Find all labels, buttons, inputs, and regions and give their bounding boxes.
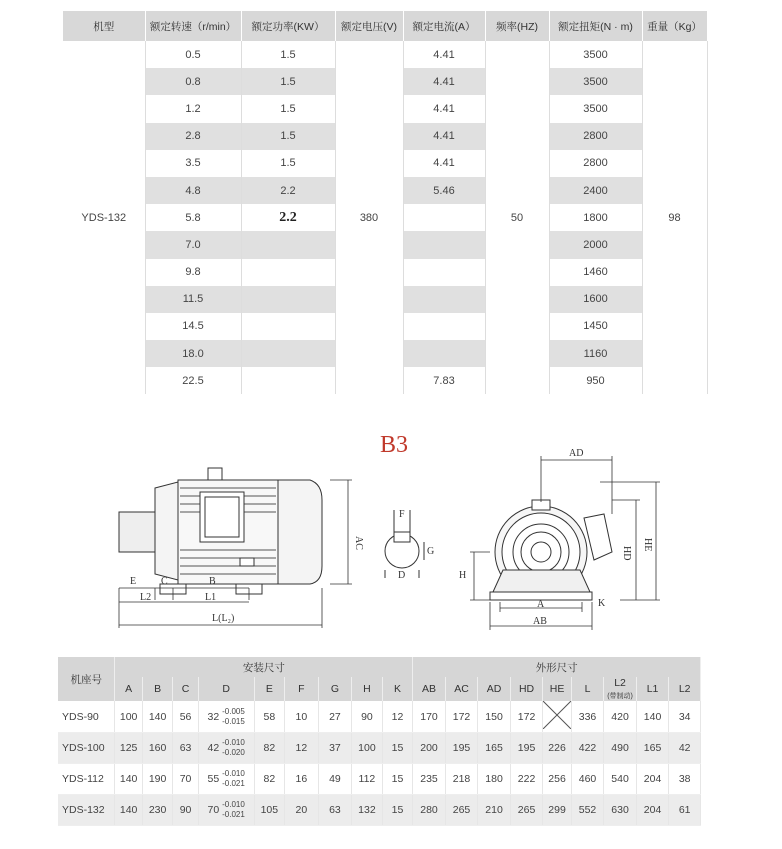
dims-cell-e: 82 [254, 764, 284, 795]
dims-col-label: F [298, 683, 305, 695]
dims-cell-ab: 200 [413, 733, 446, 764]
header-torque: 额定扭矩(N · m) [549, 11, 642, 41]
d-tol-upper: -0.010 [222, 769, 245, 778]
torque-cell: 3500 [549, 95, 642, 122]
dims-col-label: E [265, 683, 273, 695]
dims-col-label: HE [549, 683, 565, 695]
label-AD: AD [569, 448, 584, 459]
label-C: C [161, 576, 168, 587]
dims-col-label: G [330, 683, 339, 695]
dims-col-label: A [125, 683, 133, 695]
weight-cell: 98 [642, 41, 707, 394]
dims-col-header [571, 677, 604, 701]
dims-cell-e: 58 [254, 701, 284, 733]
speed-cell: 4.8 [145, 177, 241, 204]
dims-col-header [445, 677, 478, 701]
dims-cell-d [198, 764, 254, 795]
dims-cell-b: 230 [142, 795, 172, 826]
dims-model-cell: YDS-90 [58, 701, 115, 733]
d-tolerance [222, 707, 245, 727]
power-cell: 2.2 [241, 177, 335, 204]
speed-cell: 2.8 [145, 123, 241, 150]
label-F: F [399, 509, 405, 520]
dims-cell-he: 256 [543, 764, 571, 795]
dims-cell-h: 112 [352, 764, 382, 795]
dims-cell-l: 552 [571, 795, 604, 826]
dims-cell-hd: 265 [510, 795, 543, 826]
dims-col-label: L2 [614, 677, 626, 689]
dims-cell-ad: 150 [478, 701, 511, 733]
label-A: A [537, 599, 545, 610]
dims-col-header [285, 677, 319, 701]
dims-col-header [254, 677, 284, 701]
label-AC: AC [353, 536, 364, 550]
dims-col-header [478, 677, 511, 701]
speed-cell: 3.5 [145, 150, 241, 177]
label-L2: L2 [140, 592, 152, 603]
dims-cell-b: 190 [142, 764, 172, 795]
torque-cell: 2800 [549, 123, 642, 150]
dims-col-header [318, 677, 352, 701]
dimensions-table [58, 657, 701, 826]
d-tol-upper: -0.010 [222, 738, 245, 747]
dims-cell-b: 140 [142, 701, 172, 733]
dims-cell-l2b: 420 [604, 701, 637, 733]
dims-col-header [604, 677, 637, 701]
torque-cell: 2000 [549, 231, 642, 258]
label-AB: AB [533, 616, 547, 627]
current-cell: 4.41 [403, 123, 485, 150]
dims-model-cell: YDS-112 [58, 764, 115, 795]
dims-cell-l2b: 540 [604, 764, 637, 795]
dims-cell-f: 16 [285, 764, 319, 795]
label-H: H [459, 570, 467, 581]
current-cell: 4.41 [403, 95, 485, 122]
dims-column-row [58, 677, 701, 701]
l2-brake-note: (带制动) [607, 693, 633, 700]
dims-col-label: L [584, 683, 591, 695]
d-value: 42 [207, 741, 220, 754]
dims-cell-k: 15 [382, 764, 413, 795]
dims-cell-c: 90 [173, 795, 198, 826]
dims-cell-l1: 204 [636, 795, 669, 826]
power-cell [241, 340, 335, 367]
motor-front-view [490, 500, 612, 600]
dims-cell-b: 160 [142, 733, 172, 764]
dims-col-label: H [363, 683, 371, 695]
voltage-cell: 380 [335, 41, 403, 394]
dims-cell-k: 15 [382, 733, 413, 764]
dims-cell-l2: 34 [669, 701, 701, 733]
power-cell: 1.5 [241, 68, 335, 95]
current-cell [403, 313, 485, 340]
dims-col-label: AC [454, 683, 469, 695]
dims-col-header [198, 677, 254, 701]
dims-cell-a: 125 [115, 733, 142, 764]
spec-body [63, 41, 707, 394]
power-cell [241, 259, 335, 286]
dims-group-install: 安装尺寸 [115, 657, 413, 677]
label-E: E [130, 576, 137, 587]
dims-body [58, 701, 701, 826]
power-cell: 1.5 [241, 150, 335, 177]
dims-cell-he: 299 [543, 795, 571, 826]
dims-row [58, 764, 701, 795]
dims-col-header [543, 677, 571, 701]
dims-col-label: D [222, 683, 230, 695]
dims-cell-d [198, 733, 254, 764]
model-cell: YDS-132 [63, 41, 145, 394]
label-G: G [427, 546, 435, 557]
speed-cell: 7.0 [145, 231, 241, 258]
dims-cell-ad: 210 [478, 795, 511, 826]
dims-model-cell: YDS-100 [58, 733, 115, 764]
dims-col-header [636, 677, 669, 701]
spec-row [63, 41, 707, 68]
speed-cell: 0.8 [145, 68, 241, 95]
current-cell [403, 340, 485, 367]
dims-col-label: C [181, 683, 190, 695]
speed-cell: 9.8 [145, 259, 241, 286]
frequency-cell: 50 [485, 41, 549, 394]
dims-col-label: B [154, 683, 162, 695]
dims-col-label: AD [486, 683, 502, 695]
torque-cell: 950 [549, 367, 642, 394]
power-cell [241, 286, 335, 313]
dims-row [58, 733, 701, 764]
dims-cell-c: 56 [173, 701, 198, 733]
dims-cell-f: 12 [285, 733, 319, 764]
d-tol-lower: -0.021 [222, 779, 245, 788]
dims-col-header [510, 677, 543, 701]
dims-cell-k: 15 [382, 795, 413, 826]
power-cell [241, 367, 335, 394]
current-cell: 7.83 [403, 367, 485, 394]
current-cell: 5.46 [403, 177, 485, 204]
torque-cell: 1800 [549, 204, 642, 231]
dims-cell-g: 37 [318, 733, 352, 764]
spec-table [63, 11, 708, 394]
power-cell: 2.2 [241, 204, 335, 231]
header-power: 额定功率(KW） [241, 11, 335, 41]
d-tol-lower: -0.020 [222, 748, 245, 757]
dims-col-label: HD [518, 683, 535, 695]
label-HD: HD [621, 546, 632, 561]
dims-cell-he [543, 701, 571, 733]
spec-header-row [63, 11, 707, 41]
label-L1: L1 [205, 592, 217, 603]
d-tol-upper: -0.005 [222, 706, 245, 716]
header-weight: 重量（Kg） [642, 11, 707, 41]
dims-cell-a: 140 [115, 795, 142, 826]
dims-group-outline: 外形尺寸 [413, 657, 701, 677]
header-current: 额定电流(A） [403, 11, 485, 41]
speed-cell: 1.2 [145, 95, 241, 122]
dims-cell-ab: 280 [413, 795, 446, 826]
dims-cell-l2b: 490 [604, 733, 637, 764]
dims-cell-ab: 235 [413, 764, 446, 795]
dims-cell-l2: 38 [669, 764, 701, 795]
dims-cell-h: 100 [352, 733, 382, 764]
dims-col-header [142, 677, 172, 701]
dims-cell-l1: 165 [636, 733, 669, 764]
torque-cell: 1600 [549, 286, 642, 313]
d-tol-lower: -0.015 [222, 716, 245, 726]
dims-cell-l: 460 [571, 764, 604, 795]
dims-cell-l1: 204 [636, 764, 669, 795]
dims-cell-g: 49 [318, 764, 352, 795]
dims-cell-f: 10 [285, 701, 319, 733]
speed-cell: 22.5 [145, 367, 241, 394]
dims-cell-h: 132 [352, 795, 382, 826]
dims-cell-l: 422 [571, 733, 604, 764]
dims-cell-e: 82 [254, 733, 284, 764]
speed-cell: 14.5 [145, 313, 241, 340]
torque-cell: 3500 [549, 68, 642, 95]
dims-col-header [413, 677, 446, 701]
dims-cell-hd: 195 [510, 733, 543, 764]
torque-cell: 3500 [549, 41, 642, 68]
dims-cell-h: 90 [352, 701, 382, 733]
current-cell [403, 259, 485, 286]
power-cell [241, 231, 335, 258]
dims-row [58, 795, 701, 826]
dims-cell-ac: 195 [445, 733, 478, 764]
torque-cell: 2800 [549, 150, 642, 177]
dims-group-row [58, 657, 701, 677]
dims-cell-ad: 165 [478, 733, 511, 764]
label-D: D [398, 570, 406, 581]
dims-cell-g: 63 [318, 795, 352, 826]
current-cell: 4.41 [403, 68, 485, 95]
dims-cell-d [198, 795, 254, 826]
speed-cell: 0.5 [145, 41, 241, 68]
dims-cell-ac: 265 [445, 795, 478, 826]
current-cell [403, 286, 485, 313]
header-speed: 额定转速（r/min） [145, 11, 241, 41]
torque-cell: 2400 [549, 177, 642, 204]
not-applicable-cross-icon [543, 701, 571, 729]
power-cell [241, 313, 335, 340]
d-tolerance [222, 738, 245, 758]
dims-cell-ad: 180 [478, 764, 511, 795]
dims-col-label: L1 [646, 683, 659, 695]
drawing-title: B3 [380, 432, 409, 458]
dims-cell-he: 226 [543, 733, 571, 764]
dims-cell-ac: 172 [445, 701, 478, 733]
header-voltage: 额定电压(V) [335, 11, 403, 41]
dims-col-header [173, 677, 198, 701]
speed-cell: 18.0 [145, 340, 241, 367]
dims-cell-hd: 222 [510, 764, 543, 795]
label-L: L(L₂) [212, 613, 235, 624]
label-K: K [598, 598, 606, 609]
dims-model-cell: YDS-132 [58, 795, 115, 826]
current-cell [403, 231, 485, 258]
power-cell: 1.5 [241, 41, 335, 68]
dims-col-header [669, 677, 701, 701]
dims-cell-f: 20 [285, 795, 319, 826]
d-value: 32 [207, 710, 220, 723]
dims-cell-c: 63 [173, 733, 198, 764]
torque-cell: 1160 [549, 340, 642, 367]
power-cell: 1.5 [241, 123, 335, 150]
dims-cell-c: 70 [173, 764, 198, 795]
current-cell: 4.41 [403, 150, 485, 177]
dims-cell-l: 336 [571, 701, 604, 733]
dims-col-label: L2 [678, 683, 691, 695]
dims-col-label: AB [422, 683, 437, 695]
power-cell: 1.5 [241, 95, 335, 122]
current-cell [403, 204, 485, 231]
dims-cell-l1: 140 [636, 701, 669, 733]
label-B: B [209, 576, 216, 587]
motor-side-view [119, 468, 322, 594]
speed-cell: 11.5 [145, 286, 241, 313]
motor-dimension-drawing [0, 420, 782, 655]
dims-cell-ac: 218 [445, 764, 478, 795]
dims-cell-e: 105 [254, 795, 284, 826]
dims-cell-d [198, 701, 254, 733]
dims-cell-l2: 42 [669, 733, 701, 764]
d-value: 70 [207, 803, 220, 816]
header-frequency: 频率(HZ) [485, 11, 549, 41]
d-tolerance [222, 800, 245, 820]
dims-cell-g: 27 [318, 701, 352, 733]
dims-cell-a: 100 [115, 701, 142, 733]
d-tol-upper: -0.010 [222, 800, 245, 809]
dims-model-header: 机座号 [58, 657, 115, 701]
header-model: 机型 [63, 11, 145, 41]
dims-cell-l2: 61 [669, 795, 701, 826]
d-tol-lower: -0.021 [222, 810, 245, 819]
dims-col-header [115, 677, 142, 701]
torque-cell: 1450 [549, 313, 642, 340]
dims-cell-ab: 170 [413, 701, 446, 733]
current-cell: 4.41 [403, 41, 485, 68]
d-tolerance [222, 769, 245, 789]
dims-row [58, 701, 701, 733]
dims-cell-a: 140 [115, 764, 142, 795]
torque-cell: 1460 [549, 259, 642, 286]
dims-col-header [382, 677, 413, 701]
label-HE: HE [642, 538, 653, 552]
d-value: 55 [207, 772, 220, 785]
speed-cell: 5.8 [145, 204, 241, 231]
dims-col-label: K [393, 683, 401, 695]
shaft-key-section [385, 510, 424, 578]
dims-cell-k: 12 [382, 701, 413, 733]
dims-cell-l2b: 630 [604, 795, 637, 826]
dims-cell-hd: 172 [510, 701, 543, 733]
dims-col-header [352, 677, 382, 701]
